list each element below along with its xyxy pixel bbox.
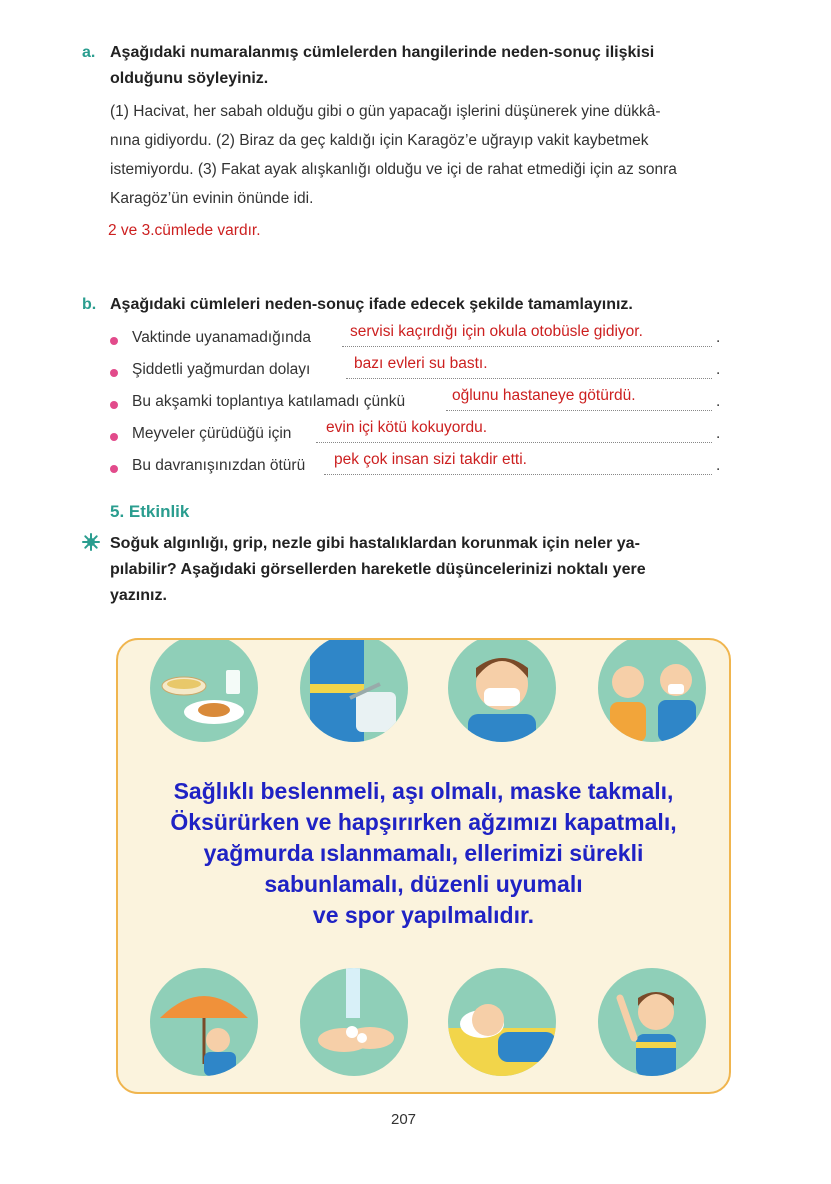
activity-title: 5. Etkinlik — [110, 502, 190, 521]
exercise-boy-illustration — [598, 968, 706, 1076]
item-prompt: Bu akşamki toplantıya katılamadı çünkü — [132, 393, 406, 410]
dotted-line — [316, 442, 712, 443]
item-prompt: Bu davranışınızdan ötürü — [132, 457, 306, 474]
answer-a: 2 ve 3.cümlede vardır. — [108, 222, 261, 239]
activity-answer-line: yağmurda ıslanmamalı, ellerimizi sürekli — [203, 840, 644, 866]
dotted-line — [446, 410, 712, 411]
dotted-line — [342, 346, 712, 347]
activity-question-line: pılabilir? Aşağıdaki görsellerden hareketle düşüncelerinizi noktalı yere — [110, 561, 646, 578]
story-line: (1) Hacivat, her sabah olduğu gibi o gün yapacağı işlerini düşünerek yine dükkâ- — [110, 103, 661, 120]
item-answer: servisi kaçırdığı için okula otobüsle gidiyor. — [350, 323, 643, 340]
completion-item-5 — [110, 451, 725, 483]
story-line: Karagöz’ün evinin önünde idi. — [110, 190, 314, 207]
activity-answer-line: Öksürürken ve hapşırırken ağzımızı kapatmalı, — [170, 809, 677, 835]
completion-item-4 — [110, 419, 725, 451]
item-prompt: Meyveler çürüdüğü için — [132, 425, 292, 442]
bullet-icon — [110, 369, 118, 377]
activity-question — [110, 531, 730, 609]
question-a-line1: Aşağıdaki numaralanmış cümlelerden hangilerinde neden-sonuç ilişkisi — [110, 44, 655, 61]
activity-answer-line: Sağlıklı beslenmeli, aşı olmalı, maske takmalı, — [173, 778, 674, 804]
question-b-text: Aşağıdaki cümleleri neden-sonuç ifade edecek şekilde tamamlayınız. — [110, 296, 633, 313]
item-end: . — [716, 361, 721, 378]
sneeze-kids-illustration — [598, 638, 706, 742]
page-number: 207 — [391, 1111, 417, 1128]
item-answer: oğlunu hastaneye götürdü. — [452, 387, 636, 404]
activity-answer-line: sabunlamalı, düzenli uyumalı — [264, 871, 583, 897]
sun-icon — [82, 533, 100, 556]
completion-item-2 — [110, 355, 725, 387]
item-prompt: Şiddetli yağmurdan dolayı — [132, 361, 311, 378]
completion-item-1 — [110, 323, 725, 355]
bullet-icon — [110, 433, 118, 441]
story-line: istemiyordu. (3) Fakat ayak alışkanlığı olduğu ve içi de rahat etmediği için az sonra — [110, 161, 677, 178]
question-b-letter: b. — [82, 296, 97, 313]
bullet-icon — [110, 337, 118, 345]
completion-item-3 — [110, 387, 725, 419]
story-paragraph — [110, 97, 735, 213]
vaccine-illustration — [300, 638, 408, 742]
dotted-line — [346, 378, 712, 379]
umbrella-illustration — [150, 968, 258, 1076]
question-a-text — [110, 40, 730, 92]
bullet-icon — [110, 465, 118, 473]
story-line: nına gidiyordu. (2) Biraz da geç kaldığı için Karagöz’e uğrayıp vakit kaybetmek — [110, 132, 649, 149]
item-end: . — [716, 425, 721, 442]
activity-answer — [118, 776, 729, 931]
item-answer: evin içi kötü kokuyordu. — [326, 419, 488, 436]
dotted-line — [324, 474, 712, 475]
activity-question-line: Soğuk algınlığı, grip, nezle gibi hastalıklardan korunmak için neler ya- — [110, 535, 640, 552]
item-answer: pek çok insan sizi takdir etti. — [334, 451, 527, 468]
activity-panel — [116, 638, 731, 1094]
item-end: . — [716, 457, 721, 474]
item-end: . — [716, 393, 721, 410]
item-answer: bazı evleri su bastı. — [354, 355, 488, 372]
question-a-letter: a. — [82, 44, 96, 61]
handwash-illustration — [300, 968, 408, 1076]
question-a-line2: olduğunu söyleyiniz. — [110, 70, 269, 87]
bullet-icon — [110, 401, 118, 409]
activity-answer-line: ve spor yapılmalıdır. — [312, 902, 535, 928]
sleeping-boy-illustration — [448, 968, 556, 1076]
mask-boy-illustration — [448, 638, 556, 742]
item-end: . — [716, 329, 721, 346]
activity-question-line: yazınız. — [110, 587, 167, 604]
item-prompt: Vaktinde uyanamadığında — [132, 329, 311, 346]
food-illustration — [150, 638, 258, 742]
